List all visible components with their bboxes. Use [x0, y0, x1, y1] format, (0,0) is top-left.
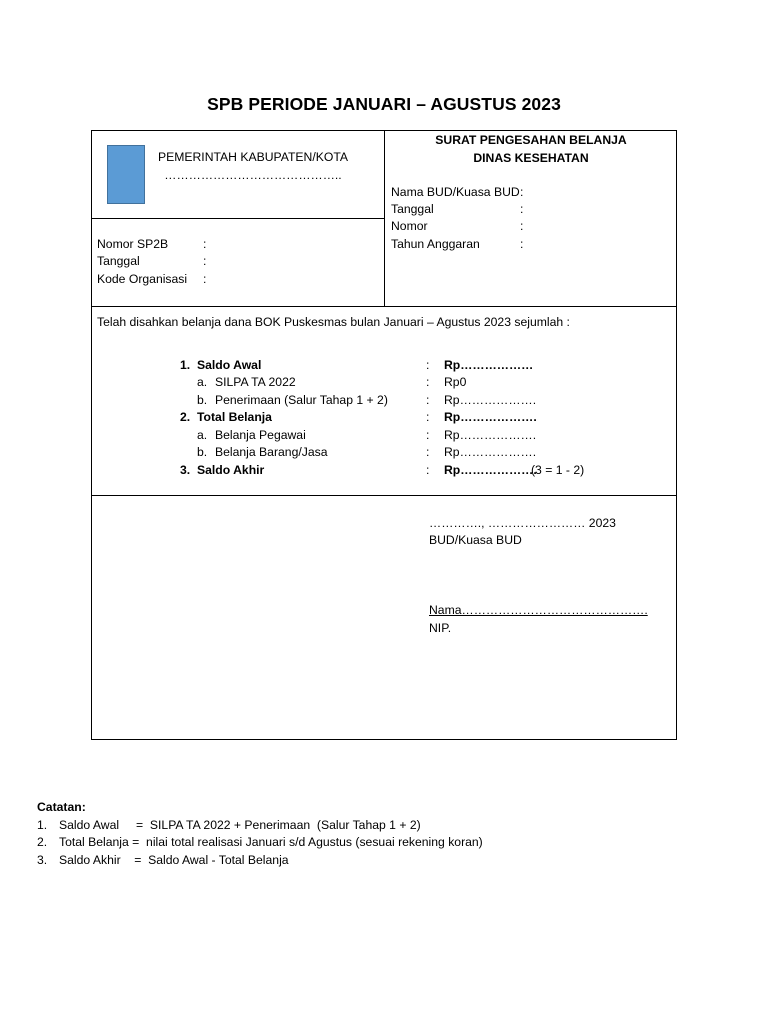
item-label-saldo-awal: Saldo Awal — [197, 358, 262, 372]
government-name-blank: …………………………………….. — [164, 168, 342, 182]
item-sep: : — [426, 445, 430, 459]
field-sep: : — [203, 272, 207, 286]
field-label-tanggal: Tanggal — [391, 202, 434, 216]
document-type: SURAT PENGESAHAN BELANJA — [435, 133, 627, 147]
item-sep: : — [426, 393, 430, 407]
note-text-total-belanja: Total Belanja = nilai total realisasi Januari s/d Agustus (sesuai rekening koran) — [59, 835, 483, 849]
item-label-belanja-barang: Belanja Barang/Jasa — [215, 445, 328, 459]
government-label: PEMERINTAH KABUPATEN/KOTA — [157, 150, 349, 164]
note-number: 2. — [37, 835, 48, 849]
item-label-belanja-pegawai: Belanja Pegawai — [215, 428, 306, 442]
item-value: Rp………………. — [444, 428, 537, 442]
item-number: b. — [197, 445, 208, 459]
items-bottom-divider — [91, 495, 677, 496]
logo-placeholder — [107, 145, 145, 204]
item-number: a. — [197, 375, 208, 389]
item-sep: : — [426, 375, 430, 389]
field-label-nomor: Nomor — [391, 219, 428, 233]
note-text-saldo-awal: Saldo Awal = SILPA TA 2022 + Penerimaan (Salur Tahap 1 + 2) — [59, 818, 421, 832]
item-label-penerimaan: Penerimaan (Salur Tahap 1 + 2) — [215, 393, 388, 407]
field-label-tanggal: Tanggal — [97, 254, 140, 268]
statement-text: Telah disahkan belanja dana BOK Puskesmas bulan Januari – Agustus 2023 sejumlah : — [97, 315, 570, 329]
item-number: 3. — [180, 463, 191, 477]
note-number: 1. — [37, 818, 48, 832]
item-value: Rp………………. — [444, 463, 537, 477]
item-number: 1. — [180, 358, 191, 372]
item-label-silpa: SILPA TA 2022 — [215, 375, 296, 389]
item-value: Rp0 — [444, 375, 467, 389]
item-sep: : — [426, 410, 430, 424]
field-label-kode-organisasi: Kode Organisasi — [97, 272, 188, 286]
agency-name: DINAS KESEHATAN — [473, 151, 589, 165]
item-number: b. — [197, 393, 208, 407]
note-text-saldo-akhir: Saldo Akhir = Saldo Awal - Total Belanja — [59, 853, 289, 867]
field-sep: : — [203, 237, 207, 251]
item-sep: : — [426, 463, 430, 477]
item-label-total-belanja: Total Belanja — [197, 410, 272, 424]
field-sep: : — [520, 202, 524, 216]
item-label-saldo-akhir: Saldo Akhir — [197, 463, 265, 477]
notes-heading: Catatan: — [37, 800, 86, 814]
signature-date-line: …………., …………………… 2023 — [429, 516, 616, 530]
signature-nip: NIP. — [429, 621, 452, 635]
item-number: a. — [197, 428, 208, 442]
item-value: Rp………………. — [444, 445, 537, 459]
signature-role: BUD/Kuasa BUD — [429, 533, 522, 547]
field-sep: : — [520, 185, 524, 199]
field-sep: : — [520, 219, 524, 233]
item-sep: : — [426, 358, 430, 372]
item-sep: : — [426, 428, 430, 442]
note-number: 3. — [37, 853, 48, 867]
item-formula: (3 = 1 - 2) — [531, 463, 585, 477]
item-value: Rp………………. — [444, 410, 537, 424]
field-sep: : — [203, 254, 207, 268]
field-label-bud: Nama BUD/Kuasa BUD — [391, 185, 520, 199]
field-label-nomor-sp2b: Nomor SP2B — [97, 237, 169, 251]
item-number: 2. — [180, 410, 191, 424]
header-bottom-divider — [91, 306, 677, 307]
left-header-divider — [91, 218, 384, 219]
page-title: SPB PERIODE JANUARI – AGUSTUS 2023 — [207, 94, 561, 114]
field-sep: : — [520, 237, 524, 251]
field-label-tahun-anggaran: Tahun Anggaran — [391, 237, 480, 251]
signature-name-line: Nama………………………………………. — [429, 603, 648, 617]
item-value: Rp……………… — [444, 358, 534, 372]
item-value: Rp………………. — [444, 393, 537, 407]
